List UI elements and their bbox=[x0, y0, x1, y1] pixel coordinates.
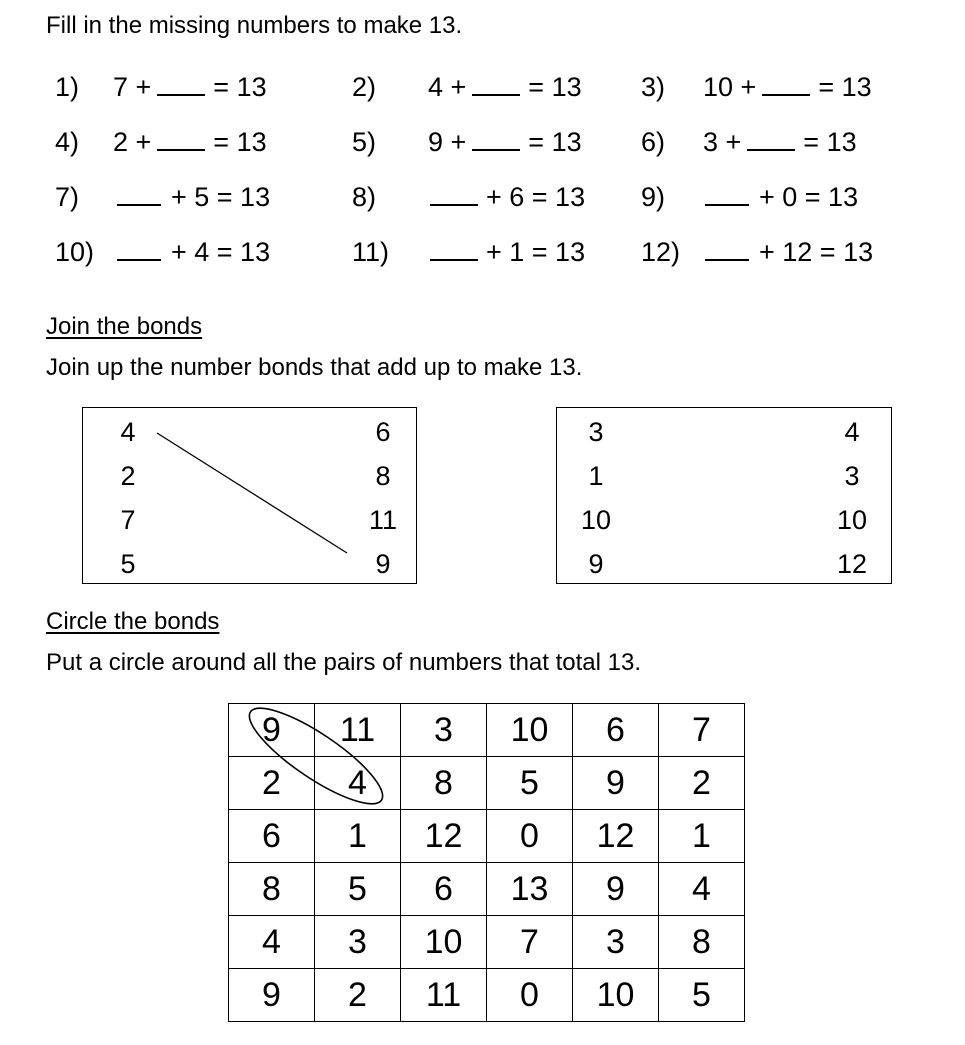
equation-2 bbox=[352, 71, 582, 103]
grid-row bbox=[229, 916, 745, 969]
equation-right: = 13 bbox=[213, 72, 267, 102]
grid-cell[interactable]: 0 bbox=[487, 969, 573, 1022]
grid-cell[interactable]: 10 bbox=[487, 704, 573, 757]
grid-cell[interactable]: 2 bbox=[315, 969, 401, 1022]
answer-blank[interactable] bbox=[705, 184, 749, 206]
bond-number[interactable]: 8 bbox=[375, 461, 391, 491]
equation-9 bbox=[641, 181, 858, 213]
equation-10 bbox=[55, 236, 270, 268]
equation-11 bbox=[352, 236, 585, 268]
answer-blank[interactable] bbox=[430, 184, 478, 206]
equation-right: = 13 bbox=[818, 72, 872, 102]
equation-12 bbox=[641, 236, 873, 268]
grid-cell[interactable]: 6 bbox=[229, 810, 315, 863]
equation-number: 4) bbox=[55, 127, 80, 157]
bond-box-2 bbox=[556, 407, 892, 584]
grid-cell[interactable]: 9 bbox=[229, 704, 315, 757]
fill-instruction: Fill in the missing numbers to make 13. bbox=[46, 12, 463, 39]
bond-number[interactable]: 3 bbox=[844, 461, 860, 491]
grid-cell[interactable]: 9 bbox=[573, 757, 659, 810]
answer-blank[interactable] bbox=[117, 239, 161, 261]
grid-cell[interactable]: 2 bbox=[659, 757, 745, 810]
grid-cell[interactable]: 13 bbox=[487, 863, 573, 916]
grid-row bbox=[229, 863, 745, 916]
grid-cell[interactable]: 5 bbox=[487, 757, 573, 810]
bond-number[interactable]: 2 bbox=[120, 461, 136, 491]
equation-right: = 13 bbox=[528, 72, 582, 102]
equation-5 bbox=[352, 126, 582, 158]
grid-cell[interactable]: 4 bbox=[659, 863, 745, 916]
grid-cell[interactable]: 6 bbox=[573, 704, 659, 757]
bond-number[interactable]: 7 bbox=[120, 505, 136, 535]
bond-left-column bbox=[103, 410, 153, 586]
equation-left: 4 + bbox=[428, 72, 467, 102]
equation-number: 9) bbox=[641, 182, 666, 212]
answer-blank[interactable] bbox=[430, 239, 478, 261]
answer-blank[interactable] bbox=[157, 129, 205, 151]
answer-blank[interactable] bbox=[762, 74, 810, 96]
grid-cell[interactable]: 8 bbox=[659, 916, 745, 969]
equation-right: + 1 = 13 bbox=[486, 237, 586, 267]
grid-cell[interactable]: 3 bbox=[315, 916, 401, 969]
grid-cell[interactable]: 6 bbox=[401, 863, 487, 916]
bond-number[interactable]: 6 bbox=[375, 417, 391, 447]
grid-row bbox=[229, 969, 745, 1022]
equation-right: = 13 bbox=[803, 127, 857, 157]
grid-cell[interactable]: 2 bbox=[229, 757, 315, 810]
bond-left-column bbox=[571, 410, 621, 586]
answer-blank[interactable] bbox=[747, 129, 795, 151]
grid-cell[interactable]: 5 bbox=[315, 863, 401, 916]
equation-3 bbox=[641, 71, 872, 103]
equation-number: 5) bbox=[352, 127, 377, 157]
circle-title: Circle the bonds bbox=[46, 608, 220, 635]
bond-number[interactable]: 5 bbox=[120, 549, 136, 579]
grid-cell[interactable]: 7 bbox=[487, 916, 573, 969]
grid-cell[interactable]: 3 bbox=[573, 916, 659, 969]
answer-blank[interactable] bbox=[472, 129, 520, 151]
equation-6 bbox=[641, 126, 857, 158]
equation-number: 10) bbox=[55, 237, 95, 267]
join-title: Join the bonds bbox=[46, 313, 203, 340]
bond-number[interactable]: 10 bbox=[580, 505, 612, 535]
grid-cell[interactable]: 3 bbox=[401, 704, 487, 757]
equation-number: 11) bbox=[352, 237, 390, 267]
equation-right: = 13 bbox=[213, 127, 267, 157]
circle-instruction: Put a circle around all the pairs of numbers that total 13. bbox=[46, 649, 641, 676]
grid-cell[interactable]: 11 bbox=[401, 969, 487, 1022]
grid-row bbox=[229, 704, 745, 757]
bond-right-column bbox=[358, 410, 408, 586]
equation-left: 9 + bbox=[428, 127, 467, 157]
equation-7 bbox=[55, 181, 270, 213]
grid-cell[interactable]: 12 bbox=[401, 810, 487, 863]
equation-1 bbox=[55, 71, 267, 103]
bond-number[interactable]: 4 bbox=[844, 417, 860, 447]
equation-4 bbox=[55, 126, 267, 158]
equation-left: 10 + bbox=[703, 72, 757, 102]
grid-cell[interactable]: 5 bbox=[659, 969, 745, 1022]
equation-number: 3) bbox=[641, 72, 666, 102]
equation-left: 7 + bbox=[113, 72, 152, 102]
grid-cell[interactable]: 1 bbox=[315, 810, 401, 863]
equation-left: 3 + bbox=[703, 127, 742, 157]
equation-number: 2) bbox=[352, 72, 377, 102]
equation-right: + 5 = 13 bbox=[171, 182, 271, 212]
equation-left: 2 + bbox=[113, 127, 152, 157]
equation-right: + 4 = 13 bbox=[171, 237, 271, 267]
grid-cell[interactable]: 10 bbox=[401, 916, 487, 969]
bond-box-1 bbox=[82, 407, 417, 584]
bond-right-column bbox=[827, 410, 877, 586]
grid-cell[interactable]: 4 bbox=[315, 757, 401, 810]
equation-number: 6) bbox=[641, 127, 666, 157]
answer-blank[interactable] bbox=[117, 184, 161, 206]
bond-number[interactable]: 10 bbox=[836, 505, 868, 535]
grid-cell[interactable]: 8 bbox=[229, 863, 315, 916]
bond-number[interactable]: 12 bbox=[836, 549, 868, 579]
grid-cell[interactable]: 7 bbox=[659, 704, 745, 757]
grid-cell[interactable]: 11 bbox=[315, 704, 401, 757]
equation-number: 8) bbox=[352, 182, 377, 212]
bond-number[interactable]: 11 bbox=[368, 505, 398, 535]
grid-cell[interactable]: 0 bbox=[487, 810, 573, 863]
equation-right: + 0 = 13 bbox=[759, 182, 859, 212]
equation-right: + 12 = 13 bbox=[759, 237, 874, 267]
grid-cell[interactable]: 8 bbox=[401, 757, 487, 810]
grid-cell[interactable]: 1 bbox=[659, 810, 745, 863]
answer-blank[interactable] bbox=[472, 74, 520, 96]
equation-number: 7) bbox=[55, 182, 80, 212]
grid-cell[interactable]: 12 bbox=[573, 810, 659, 863]
bond-number[interactable]: 9 bbox=[375, 549, 391, 579]
equation-right: + 6 = 13 bbox=[486, 182, 586, 212]
answer-blank[interactable] bbox=[157, 74, 205, 96]
equation-number: 12) bbox=[641, 237, 681, 267]
number-grid bbox=[228, 703, 745, 1022]
grid-cell[interactable]: 10 bbox=[573, 969, 659, 1022]
equation-number: 1) bbox=[55, 72, 80, 102]
grid-cell[interactable]: 9 bbox=[573, 863, 659, 916]
equation-right: = 13 bbox=[528, 127, 582, 157]
bond-number[interactable]: 9 bbox=[588, 549, 604, 579]
bond-number[interactable]: 4 bbox=[120, 417, 136, 447]
grid-cell[interactable]: 4 bbox=[229, 916, 315, 969]
grid-row bbox=[229, 757, 745, 810]
bond-number[interactable]: 3 bbox=[588, 417, 604, 447]
equation-8 bbox=[352, 181, 585, 213]
answer-blank[interactable] bbox=[705, 239, 749, 261]
bond-number[interactable]: 1 bbox=[588, 461, 604, 491]
grid-row bbox=[229, 810, 745, 863]
join-instruction: Join up the number bonds that add up to make 13. bbox=[46, 354, 583, 381]
grid-cell[interactable]: 9 bbox=[229, 969, 315, 1022]
